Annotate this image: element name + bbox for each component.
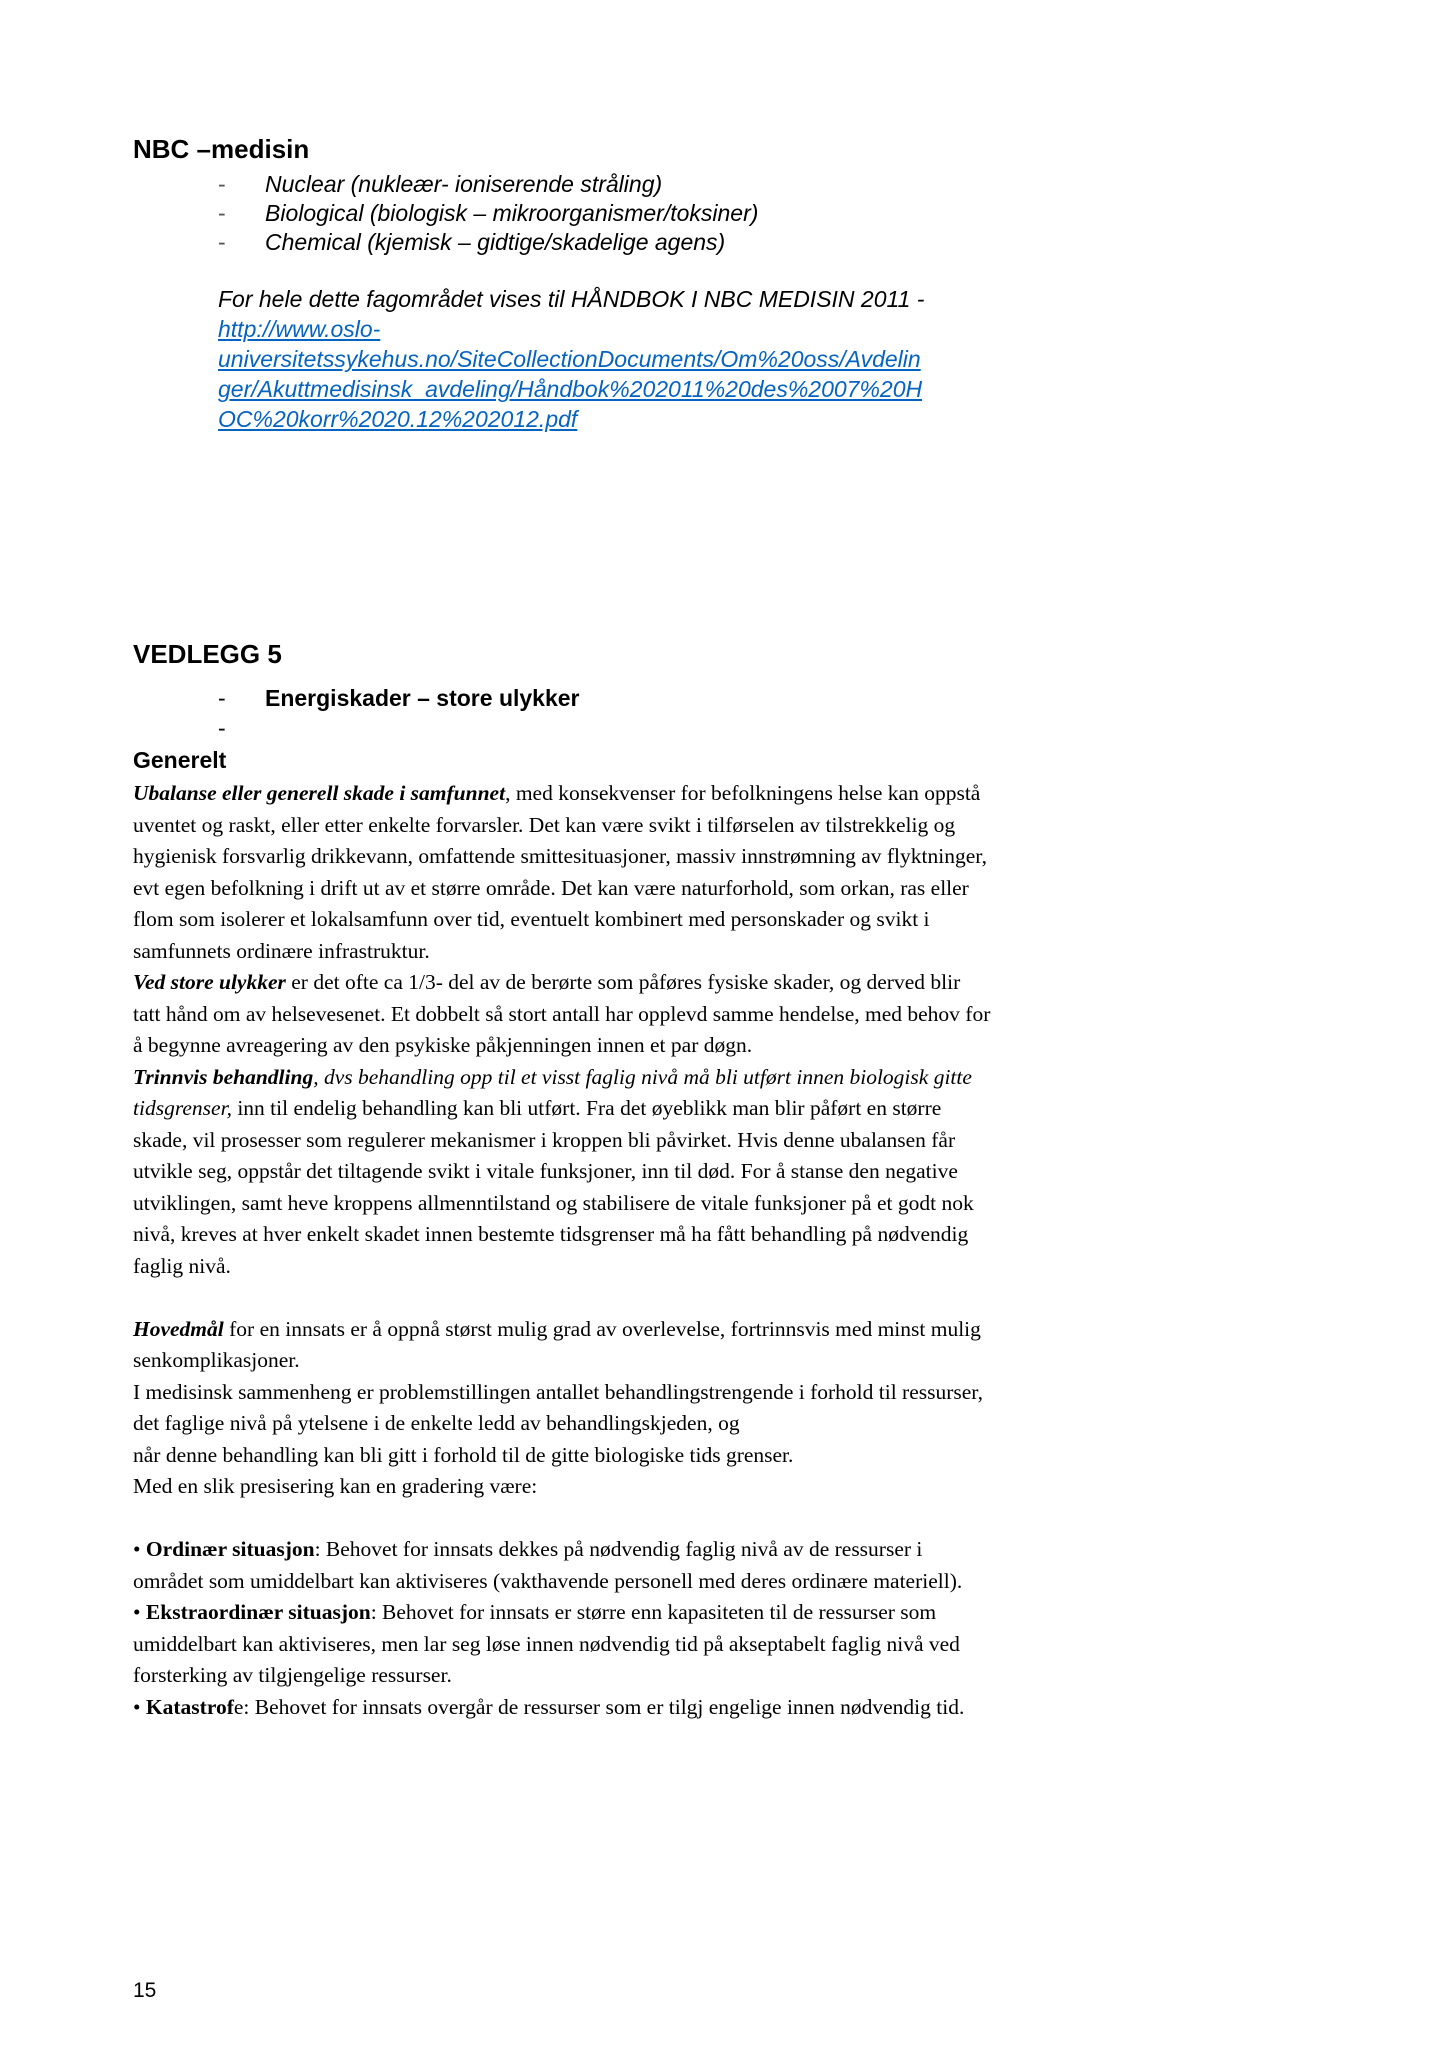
text-segment: , dvs behandling opp til et visst faglig nivå må bli utført innen biologisk gitte tidsgrenser, — [133, 1064, 972, 1120]
vedlegg-bullet-list — [133, 683, 1033, 743]
nbc-heading: NBC –medisin — [133, 134, 310, 164]
nbc-intro-block — [218, 284, 998, 434]
text-segment: • — [133, 1600, 146, 1624]
paragraph — [133, 1534, 991, 1597]
body-text — [133, 778, 991, 1723]
paragraph — [133, 1062, 991, 1283]
vedlegg-section — [133, 638, 1033, 1723]
handbook-link-line[interactable]: universitetssykehus.no/SiteCollectionDocuments/Om%20oss/Avdelin — [218, 346, 921, 372]
handbook-link-line[interactable]: http://www.oslo- — [218, 316, 381, 342]
text-segment: Ordinær situasjon — [145, 1537, 315, 1561]
text-segment: I medisinsk sammenheng er problemstillingen antallet behandlingstrengende i forhold til ressurser, det faglige nivå på ytelsene i de enkelte ledd av behandlingskjeden, og — [133, 1379, 983, 1435]
text-segment: inn til endelig behandling kan bli utført. Fra det øyeblikk man blir påført en større skade, vil prosesser som regulerer mekanismer i kroppen bli påvirket. Hvis denne ubalansen får utvikle seg, oppstår det tiltagende svikt i vitale funksjoner, inn til død. For å stanse den negative utviklingen, samt heve kroppens allmenntilstand og stabilisere de vitale funksjoner på et godt nok nivå, kreves at hver enkelt skadet innen bestemte tidsgrenser må ha fått behandling på nødvendig faglig nivå. — [133, 1096, 974, 1278]
list-item-text: Energiskader – store ulykker — [265, 685, 580, 711]
nbc-intro-text: For hele dette fagområdet vises til HÅNDBOK I NBC MEDISIN 2011 - — [218, 286, 925, 312]
text-segment: Ekstraordinær situasjon — [145, 1600, 371, 1624]
list-item — [133, 199, 1033, 228]
paragraph — [133, 1597, 991, 1692]
list-item-text: Chemical (kjemisk – gidtige/skadelige agens) — [265, 229, 726, 255]
dash-bullet: - — [218, 171, 226, 197]
handbook-link[interactable] — [218, 314, 998, 434]
text-segment: : Behovet for innsats er større enn kapasiteten til de ressurser som umiddelbart kan aktiviseres, men lar seg løse innen nødvendig tid på akseptabelt faglig nivå ved forsterking av tilgjengelige ressurser. — [133, 1600, 960, 1687]
dash-bullet: - — [218, 229, 226, 255]
page-footer — [133, 1978, 156, 2004]
vedlegg-heading: VEDLEGG 5 — [133, 639, 282, 669]
text-segment: Ved store ulykker — [133, 970, 286, 994]
dash-bullet: - — [218, 685, 226, 711]
text-segment: Med en slik presisering kan en gradering være: — [133, 1474, 538, 1498]
list-item — [133, 228, 1033, 257]
paragraph — [133, 1471, 991, 1503]
text-segment: , med konsekvenser for befolkningens helse kan oppstå uventet og raskt, eller etter enkelte forvarsler. Det kan være svikt i tilførselen av tilstrekkelig og hygienisk forsvarlig drikkevann, omfattende smittesituasjoner, massiv innstrømning av flyktninger, evt egen befolkning i drift ut av et større område. Det kan være naturforhold, som orkan, ras eller flom som isolerer et lokalsamfunn over tid, eventuelt kombinert med personskader og svikt i samfunnets ordinære infrastruktur. — [133, 781, 987, 963]
paragraph — [133, 1440, 991, 1472]
paragraph — [133, 1692, 991, 1724]
list-item-text: Nuclear (nukleær- ioniserende stråling) — [265, 171, 663, 197]
nbc-bullet-list — [133, 170, 1033, 257]
paragraph — [133, 967, 991, 1062]
handbook-link-line[interactable]: ger/Akuttmedisinsk_avdeling/Håndbok%202011%20des%2007%20H — [218, 376, 923, 402]
nbc-section — [133, 133, 1033, 434]
paragraph — [133, 1377, 991, 1440]
generelt-heading: Generelt — [133, 747, 227, 773]
dash-bullet: - — [218, 715, 226, 741]
handbook-link-line[interactable]: OC%20korr%2020.12%202012.pdf — [218, 406, 578, 432]
text-segment: Hovedmål — [133, 1316, 224, 1341]
text-segment: for en innsats er å oppnå størst mulig grad av overlevelse, fortrinnsvis med minst mulig senkomplikasjoner. — [133, 1316, 981, 1372]
list-item — [133, 683, 1033, 713]
text-segment: e: Behovet for innsats overgår de ressurser som er tilgj engelige innen nødvendig tid. — [233, 1694, 965, 1719]
paragraph — [133, 1314, 991, 1377]
list-item — [133, 170, 1033, 199]
text-segment: • — [133, 1694, 146, 1719]
page-number: 15 — [133, 1979, 157, 2002]
text-segment: : Behovet for innsats dekkes på nødvendig faglig nivå av de ressurser i området som umiddelbart kan aktiviseres (vakthavende personell med deres ordinære materiell). — [133, 1537, 963, 1593]
list-item — [133, 713, 1033, 743]
text-segment: • — [133, 1537, 146, 1561]
list-item-text: Biological (biologisk – mikroorganismer/toksiner) — [265, 200, 759, 226]
text-segment: når denne behandling kan bli gitt i forhold til de gitte biologiske tids grenser. — [133, 1442, 794, 1467]
paragraph — [133, 778, 991, 967]
text-segment: Ubalanse eller generell skade i samfunnet — [133, 781, 506, 805]
text-segment: Trinnvis behandling — [133, 1064, 314, 1089]
text-segment: Katastrof — [145, 1694, 234, 1719]
dash-bullet: - — [218, 200, 226, 226]
text-segment: er det ofte ca 1/3- del av de berørte som påføres fysiske skader, og derved blir tatt hånd om av helsevesenet. Et dobbelt så stort antall har opplevd samme hendelse, med behov for å begynne avreagering av den psykiske påkjenningen innen et par døgn. — [133, 970, 991, 1057]
